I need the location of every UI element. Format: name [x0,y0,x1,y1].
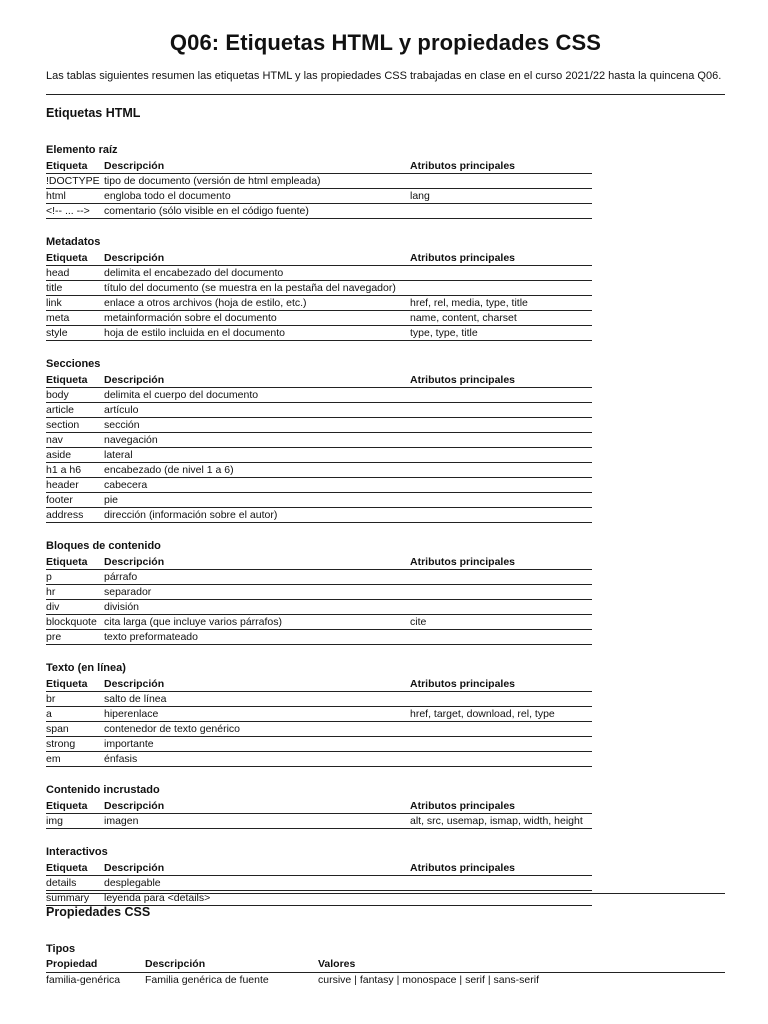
cell-attributes [410,418,592,433]
cell-tag: <!-- ... --> [46,204,104,219]
cell-attributes: href, rel, media, type, title [410,296,592,311]
cell-description: navegación [104,433,410,448]
cell-description: enlace a otros archivos (hoja de estilo, etc.) [104,296,410,311]
section-gap [46,645,592,661]
table-row [46,692,592,707]
column-header-tag: Etiqueta [46,676,104,692]
cell-tag: h1 a h6 [46,463,104,478]
column-header-description: Descripción [104,676,410,692]
cell-attributes: alt, src, usemap, ismap, width, height [410,814,592,829]
cell-attributes [410,585,592,600]
table-header-row [46,957,725,973]
section-title: Contenido incrustado [46,784,160,796]
tag-table [46,676,592,767]
cell-description: imagen [104,814,410,829]
section-title: Elemento raíz [46,144,118,156]
cell-tag: a [46,707,104,722]
column-header-values: Valores [318,957,725,973]
cell-attributes [410,174,592,189]
tag-table [46,250,592,341]
section-gap [46,219,592,235]
table-header-row [46,158,592,174]
cell-tag: html [46,189,104,204]
cell-description: encabezado (de nivel 1 a 6) [104,463,410,478]
cell-attributes: href, target, download, rel, type [410,707,592,722]
cell-attributes: lang [410,189,592,204]
cell-description: párrafo [104,570,410,585]
table-row [46,722,592,737]
cell-description: contenedor de texto genérico [104,722,410,737]
cell-description: texto preformateado [104,630,410,645]
column-header-attributes: Atributos principales [410,554,592,570]
cell-description: comentario (sólo visible en el código fuente) [104,204,410,219]
cell-tag: address [46,508,104,523]
table-row [46,478,592,493]
cell-tag: div [46,600,104,615]
cell-tag: header [46,478,104,493]
cell-tag: meta [46,311,104,326]
cell-tag: img [46,814,104,829]
cell-tag: !DOCTYPE [46,174,104,189]
cell-tag: link [46,296,104,311]
cell-attributes [410,266,592,281]
cell-description: delimita el encabezado del documento [104,266,410,281]
cell-attributes [410,463,592,478]
cell-tag: em [46,752,104,767]
cell-description: artículo [104,403,410,418]
table-row [46,973,725,989]
tag-table [46,372,592,523]
cell-attributes: cite [410,615,592,630]
cell-tag: head [46,266,104,281]
cell-description: división [104,600,410,615]
table-row [46,585,592,600]
cell-tag: span [46,722,104,737]
table-row [46,630,592,645]
table-row [46,814,592,829]
column-header-tag: Etiqueta [46,158,104,174]
cell-tag: hr [46,585,104,600]
html-sections [46,143,592,906]
cell-tag: pre [46,630,104,645]
table-row [46,388,592,403]
section-title: Secciones [46,358,101,370]
cell-description: hoja de estilo incluida en el documento [104,326,410,341]
table-row [46,174,592,189]
cell-tag: summary [46,891,104,906]
page-title: Q06: Etiquetas HTML y propiedades CSS [169,30,602,55]
column-header-attributes: Atributos principales [410,860,592,876]
cell-attributes [410,448,592,463]
table-row [46,296,592,311]
table-row [46,463,592,478]
table-row [46,403,592,418]
cell-description: salto de línea [104,692,410,707]
cell-property: familia-genérica [46,974,121,986]
table-row [46,418,592,433]
cell-description: hiperenlace [104,707,410,722]
html-part-title: Etiquetas HTML [46,106,141,120]
tag-section [46,357,592,539]
column-header-tag: Etiqueta [46,372,104,388]
column-header-attributes: Atributos principales [410,798,592,814]
column-header-description: Descripción [104,372,410,388]
column-header-description: Descripción [104,798,410,814]
cell-description: cabecera [104,478,410,493]
cell-attributes: type, type, title [410,326,592,341]
tag-section [46,143,592,235]
cell-tag: p [46,570,104,585]
cell-attributes [410,692,592,707]
cell-tag: strong [46,737,104,752]
column-header-tag: Etiqueta [46,798,104,814]
section-title: Interactivos [46,846,108,858]
cell-attributes [410,493,592,508]
cell-description: leyenda para <details> [104,891,410,906]
cell-attributes [410,570,592,585]
table-header-row [46,554,592,570]
tag-table [46,798,592,829]
column-header-property: Propiedad [46,957,145,973]
column-header-attributes: Atributos principales [410,250,592,266]
column-header-description: Descripción [104,554,410,570]
cell-description: metainformación sobre el documento [104,311,410,326]
tag-table [46,860,592,906]
column-header-description: Descripción [104,860,410,876]
cell-attributes [410,876,592,891]
table-header-row [46,250,592,266]
column-header-tag: Etiqueta [46,250,104,266]
cell-tag: aside [46,448,104,463]
section-title: Texto (en línea) [46,662,126,674]
cell-attributes [410,478,592,493]
cell-values: cursive | fantasy | monospace | serif | sans-serif [318,974,539,986]
section-title: Tipos [46,943,76,955]
cell-description: desplegable [104,876,410,891]
table-row [46,615,592,630]
table-header-row [46,860,592,876]
css-part-title: Propiedades CSS [46,905,151,919]
cell-tag: style [46,326,104,341]
table-row [46,876,592,891]
cell-description: título del documento (se muestra en la pestaña del navegador) [104,281,410,296]
section-gap [46,767,592,783]
column-header-attributes: Atributos principales [410,158,592,174]
intro-paragraph: Las tablas siguientes resumen las etiquetas HTML y las propiedades CSS trabajadas en clase en el curso 2021/22 hasta la quincena Q06. [46,70,722,82]
tag-section [46,235,592,357]
cell-attributes [410,630,592,645]
cell-attributes [410,600,592,615]
cell-description: dirección (información sobre el autor) [104,508,410,523]
cell-description: separador [104,585,410,600]
cell-description: cita larga (que incluye varios párrafos) [104,615,410,630]
cell-tag: nav [46,433,104,448]
cell-attributes [410,403,592,418]
column-header-attributes: Atributos principales [410,676,592,692]
css-sections [46,942,725,988]
cell-description: tipo de documento (versión de html empleada) [104,174,410,189]
table-row [46,600,592,615]
table-row [46,281,592,296]
table-row [46,311,592,326]
cell-description: delimita el cuerpo del documento [104,388,410,403]
cell-description: Familia genérica de fuente [145,974,269,986]
table-row [46,189,592,204]
section-title: Bloques de contenido [46,540,161,552]
column-header-tag: Etiqueta [46,554,104,570]
table-row [46,508,592,523]
cell-attributes [410,281,592,296]
column-header-description: Descripción [145,957,318,973]
cell-description: importante [104,737,410,752]
table-header-row [46,676,592,692]
table-row [46,326,592,341]
section-gap [46,341,592,357]
tag-section [46,661,592,783]
divider [46,94,725,95]
section-gap [46,829,592,845]
column-header-description: Descripción [104,250,410,266]
cell-description: sección [104,418,410,433]
cell-attributes [410,433,592,448]
table-row [46,204,592,219]
cell-attributes [410,737,592,752]
table-row [46,493,592,508]
table-row [46,570,592,585]
tag-section [46,845,592,906]
cell-tag: section [46,418,104,433]
divider [46,893,725,894]
cell-attributes [410,722,592,737]
cell-description: engloba todo el documento [104,189,410,204]
section-gap [46,523,592,539]
cell-attributes [410,752,592,767]
column-header-tag: Etiqueta [46,860,104,876]
cell-description: pie [104,493,410,508]
section-title: Metadatos [46,236,101,248]
table-row [46,433,592,448]
column-header-attributes: Atributos principales [410,372,592,388]
cell-tag: br [46,692,104,707]
cell-tag: footer [46,493,104,508]
table-header-row [46,372,592,388]
property-table [46,957,725,988]
cell-attributes [410,204,592,219]
table-row [46,707,592,722]
tag-table [46,158,592,219]
cell-tag: blockquote [46,615,104,630]
cell-attributes [410,508,592,523]
table-header-row [46,798,592,814]
column-header-description: Descripción [104,158,410,174]
cell-tag: details [46,876,104,891]
table-row [46,266,592,281]
cell-attributes: name, content, charset [410,311,592,326]
cell-attributes [410,388,592,403]
tag-table [46,554,592,645]
tag-section [46,539,592,661]
cell-description: lateral [104,448,410,463]
cell-tag: body [46,388,104,403]
tag-section [46,783,592,845]
cell-description: énfasis [104,752,410,767]
table-row [46,737,592,752]
table-row [46,752,592,767]
cell-tag: article [46,403,104,418]
table-row [46,448,592,463]
cell-tag: title [46,281,104,296]
